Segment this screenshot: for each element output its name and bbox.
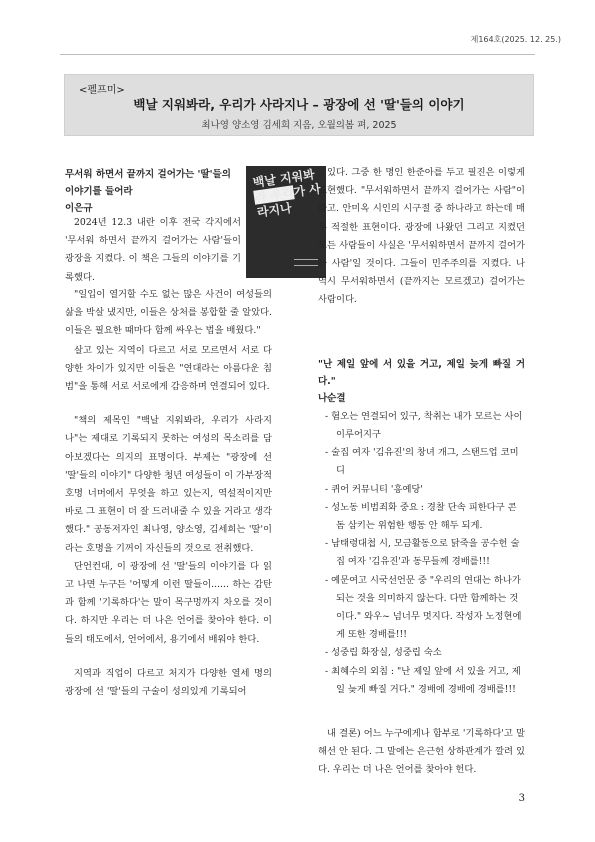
- cover-line: [294, 259, 318, 260]
- highlight-list: [318, 408, 525, 699]
- list-item: - 성중립 화장실, 성중립 숙소: [318, 644, 525, 662]
- paragraph: 살고 있는 지역이 다르고 서로 모르면서 서로 다양한 차이가 있지만 이들은 "연대라는 아름다운 침범"을 통해 서로 서로에게 감응하며 연결되어 있다.: [65, 344, 272, 393]
- paragraph: 지역과 직업이 다르고 처지가 다양한 열세 명의 광장에 선 '딸'들의 구술이 성의있게 기록되어: [65, 667, 272, 698]
- list-item: - 예문여고 시국선언문 중 "우리의 연대는 하나가 되는 것을 의미하지 않는다. 다만 함께하는 것이다." 와우~ 넘너무 멋지다. 작성자 노정현에게 또한 경배를!!!: [318, 572, 525, 645]
- article-header: [64, 74, 534, 136]
- left-body-narrow: [65, 214, 241, 287]
- article-byline: 최나영 양소영 김세희 지음, 오월의봄 펴, 2025: [201, 120, 397, 131]
- quote-title: "난 제일 앞에 서 있을 거고, 제일 늦게 빠질 거다.": [318, 358, 525, 387]
- right-column: [318, 164, 525, 780]
- paragraph: 2024년 12.3 내란 이후 전국 각지에서 '무서워 하면서 끝까지 걸어가는 사람'들이 광장을 지켰다. 이 책은 그들의 이야기를 기록했다.: [65, 217, 241, 283]
- cover-title: 백날 지워봐라 우리가 사라지나: [252, 167, 322, 220]
- list-item: - 퀴어 커뮤니티 '흥예당': [318, 481, 525, 499]
- paragraph: "책의 제목인 "백날 지워봐라, 우리가 사라지나"는 제대로 기록되지 못하는 여성의 목소리를 담아보겠다는 의지의 표명이다. 부제는 "광장에 선 '딸'들의 이야기" 다양한 청년 여성들이 이 가부장적 호명 너머에서 무엇을 하고 있는지, 역설적이지만 바로 그 표현이 더 잘 드러내줄 수 있을 거라고 생각했다." 공동저자인 최나영, 양소영, 김세희는 '딸'이라는 호명을 기꺼이 자신들의 것으로 전취했다.: [65, 415, 272, 554]
- section-title-line1: 무서워 하면서 끝까지 걸어가는 '딸'들의: [65, 169, 231, 180]
- header-divider: [60, 54, 535, 55]
- list-item: - 혐오는 연결되어 있구, 착취는 내가 모르는 사이 이루어지구: [318, 408, 525, 444]
- left-column: [65, 166, 245, 218]
- list-item: - 남태령대첩 시, 모금활동으로 닭죽을 공수헌 술집 여자 '김유진'과 동무들께 경배를!!!: [318, 535, 525, 571]
- quote-author: 나순결: [318, 392, 346, 404]
- paragraph: 있다. 그중 한 명인 한준아를 두고 필진은 이렇게 표현했다. "무서워하면서 끝까지 걸어가는 사람"이라고. 안미옥 시인의 시구절 중 하나라고 하는데 매우 적절한 표현이다. 광장에 나왔던 그리고 지켰던 모든 사람들이 사실은 '무서워하면서 끝까지 걸어가는 사람'일 것이다. 그들이 민주주의를 지켰다. 나 역시 무서워하면서 (끝까지는 모르겠고) 걸어가는 사람이다.: [318, 167, 525, 306]
- section-author: 이은규: [65, 203, 93, 214]
- paragraph: 내 결론) 어느 누구에게나 함부로 '기록하다'고 말해선 안 된다. 그 말에는 은근헌 상하관계가 깔려 있다. 우리는 더 나은 언어를 찾아야 헌다.: [318, 728, 525, 776]
- paragraph: 단언컨대, 이 광장에 선 '딸'들의 이야기를 다 읽고 나면 누구든 '어떻게 이런 딸들이...... 하는 감탄과 함께 '기록하다'는 말이 목구멍까지 차오를 것이다. 하지만 우리는 더 나은 언어를 찾아야 한다. 이들의 태도에서, 언어에서, 용기에서 배워야 한다.: [65, 560, 272, 645]
- section-title-line2: 이야기를 들어라: [65, 186, 133, 197]
- list-item: - 성노동 비범죄화 중요 : 경찰 단속 피한다구 콘돔 삼키는 위험한 행동 안 해두 되게.: [318, 499, 525, 535]
- page-number: 3: [518, 793, 525, 804]
- paragraph: "일입이 열거할 수도 없는 많은 사건이 여성들의 삶을 박살 냈지만, 이들은 상처를 봉합할 줄 알았다. 이들은 필요한 때마다 함께 싸우는 법을 배웠다.": [65, 289, 272, 337]
- list-item: - 최혜수의 외침 : "난 제일 앞에 서 있을 거고, 제일 늦게 빠질 거다." 경배에 경배에 경배를!!!: [318, 663, 525, 699]
- cover-line: [294, 265, 318, 266]
- category-label: <펠프미>: [79, 85, 125, 96]
- list-item: - 술집 여자 '김유진'의 창녀 개그, 스탠드업 코미디: [318, 444, 525, 480]
- issue-number: 제164호(2025. 12. 25.): [470, 35, 561, 44]
- book-cover: [246, 166, 326, 278]
- left-body: [65, 286, 272, 701]
- article-title: 백날 지워봐라, 우리가 사라지나 – 광장에 선 '딸'들의 이야기: [133, 97, 465, 112]
